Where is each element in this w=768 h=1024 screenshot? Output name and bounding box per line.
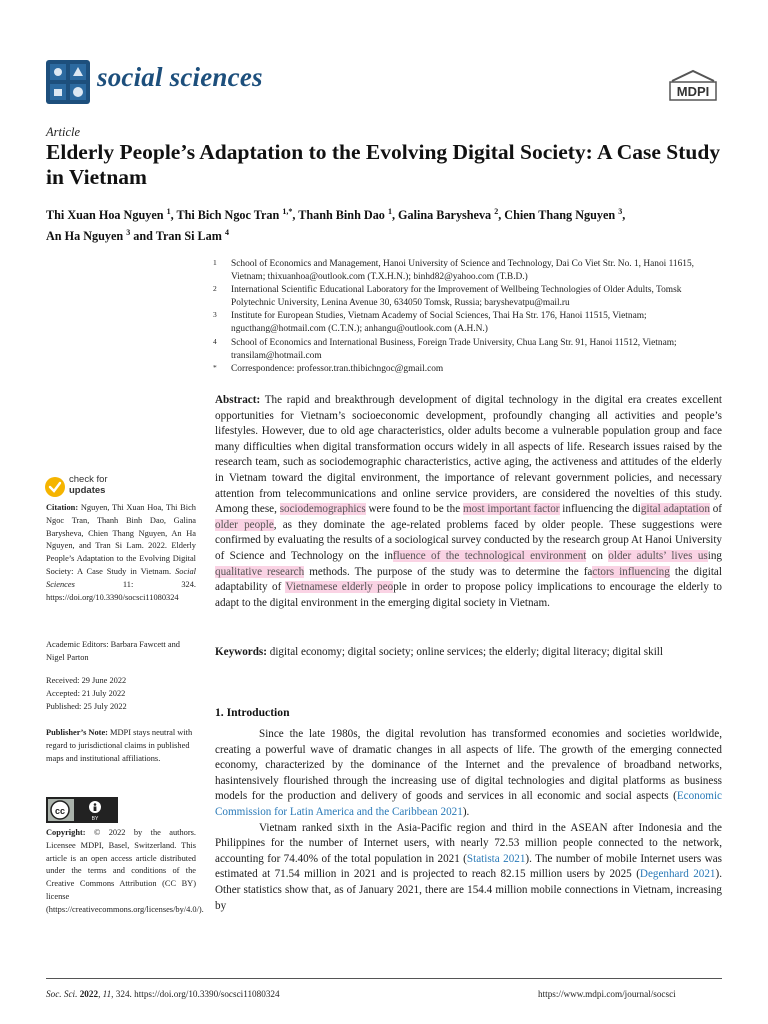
highlight: fluence of the technological environment	[392, 549, 587, 562]
journal-logo-icon	[46, 60, 90, 104]
author: Thanh Binh Dao	[298, 208, 385, 223]
affiliation-item: 3 Institute for European Studies, Vietnam Academy of Social Sciences, Thai Ha Str. 176, Hanoi 11515, Vietnam; ngucthang@hotmail.com (C.T.N.); anhangu@outlook.com (A.H.N.)	[213, 310, 647, 335]
publishers-note: Publisher’s Note: MDPI stays neutral with regard to jurisdictional claims in published maps and institutional affiliations.	[46, 728, 193, 763]
mdpi-logo-text: MDPI	[676, 84, 710, 99]
citation-link[interactable]: Economic Commission for Latin America and the Caribbean 2021	[215, 790, 722, 818]
affiliation-item: 4 School of Economics and International Business, Foreign Trade University, Chua Lang Str. 91, Hanoi 11512, Vietnam; transilam@hotmail.com	[213, 336, 677, 361]
cc-by-license-icon[interactable]	[46, 797, 118, 823]
author: Galina Barysheva	[398, 208, 492, 223]
citation-link[interactable]: Statista 2021	[466, 852, 526, 865]
published-date: Published: 25 July 2022	[46, 701, 127, 711]
received-date: Received: 29 June 2022	[46, 676, 127, 685]
check-for-updates-label[interactable]: updates	[69, 485, 106, 496]
mdpi-logo-icon	[666, 69, 720, 103]
affiliation-item: 1 School of Economics and Management, Hanoi University of Science and Technology, Dai Co Viet Str. No. 1, Hanoi 11615, Vietnam; thixuanhoa@outlook.com (T.X.H.N.); binhd82@yahoo.com (T.B.D.)	[213, 258, 695, 283]
author: Tran Si Lam	[155, 229, 222, 244]
keywords: Keywords: digital economy; digital society; online services; the elderly; digital literacy; digital skill	[215, 646, 663, 658]
footer-citation: Soc. Sci. 2022, 11, 324. https://doi.org/10.3390/socsci11080324	[46, 989, 280, 999]
author: Chien Thang Nguyen	[504, 208, 616, 223]
footer-journal-url[interactable]: https://www.mdpi.com/journal/socsci	[538, 989, 676, 999]
abstract: Abstract: The rapid and breakthrough development of digital technology in the digital era creates excellent opportunities for Vietnam’s socioeconomic development, profoundly changing all activities and people’s lifestyles. However, due to old age characteristics, older adults become a vulnerable population group and face many difficulties when digital transformation occurs widely in all aspects of life. Research issues raised by the research team, such as sociodemographic characteristics, active aging, the activeness and attitudes of the elderly in Vietnam toward the digital environment, the importance of relevant government policies, and necessary attention from telecommunications and online service providers, are considered the novelties of this study. Among these, sociodemographics were found to be the most important factor influencing the digital adaptation of older people, as they dominate the age-related problems faced by older people. These suggestions were confirmed by evaluating the results of a sociological survey conducted by the research group At Hanoi University of Science and Technology on the influence of the technological environment on older adults’ lives using qualitative research methods. The purpose of the study was to determine the factors influencing the digital adaptability of Vietnamese elderly people in order to propose policy implications to encourage the elderly to adapt to the digital environment in the emerging digital society in Vietnam.	[215, 394, 722, 609]
paragraph: Since the late 1980s, the digital revolution has transformed economies and societies worldwide, creating a powerful wave of dramatic changes in all aspects of life. The growth of the emerging connected economy, characterized by the dominance of the Internet and the prevalence of broadband networks, hasintensively flourished through the increasing use of digital technologies and digital platforms as business models for the production and delivery of goods and services in all economic and social aspects (Economic Commission for Latin America and the Caribbean 2021).	[215, 728, 722, 818]
check-for-updates-label[interactable]: check for	[69, 474, 108, 485]
introduction-text	[215, 727, 722, 914]
highlight: older adults’ lives us	[608, 549, 708, 562]
affiliation-list	[213, 258, 723, 376]
publication-dates	[46, 675, 196, 713]
accepted-date: Accepted: 21 July 2022	[46, 688, 126, 698]
svg-text:BY: BY	[91, 816, 99, 822]
affiliation-item: 2 International Scientific Educational Laboratory for the Improvement of Wellbeing Technologies of Older Adults, Tomsk Polytechnic University, Lenina Avenue 30, 634050 Tomsk, Russia; baryshevatpu@mail.ru	[213, 284, 682, 309]
keywords-label: Keywords:	[215, 646, 267, 658]
article-type: Article	[46, 125, 81, 139]
highlight: qualitative research	[215, 565, 305, 578]
author: Thi Xuan Hoa Nguyen	[46, 208, 164, 223]
highlight: sociodemographics	[279, 503, 366, 516]
citation-link[interactable]: Degenhard 2021	[639, 868, 716, 881]
highlight: gital adaptation	[640, 503, 710, 516]
abstract-label: Abstract:	[215, 394, 261, 406]
citation: Citation: Nguyen, Thi Xuan Hoa, Thi Bich Ngoc Tran, Thanh Binh Dao, Galina Barysheva, Chien Thang Nguyen, An Ha Nguyen, and Tran Si Lam. 2022. Elderly People’s Adaptation to the Evolving Digital Society: A Case Study in Vietnam. Social Sciences 11: 324. https://doi.org/10.3390/socsci11080324	[46, 503, 196, 602]
article-title: Elderly People’s Adaptation to the Evolving Digital Society: A Case Study in Vietnam	[46, 140, 721, 189]
author-list: Thi Xuan Hoa Nguyen $^1$, Thi Bich Ngoc Tran $^{1,*}$, Thanh Binh Dao $^1$, Galina Barysheva $^2$, Chien Thang Nguyen $^3$, An Ha Nguyen $^3$ and Tran Si Lam $^4$	[46, 207, 626, 244]
journal-name: social sciences	[97, 62, 263, 92]
academic-editors: Academic Editors: Barbara Fawcett and Nigel Parton	[46, 640, 180, 662]
copyright-notice: Copyright: © 2022 by the authors. Licensee MDPI, Basel, Switzerland. This article is an open access article distributed under the terms and conditions of the Creative Commons Attribution (CC BY) license (https://creativecommons.org/licenses/by/4.0/).	[46, 828, 204, 914]
highlight: Vietnamese elderly peo	[285, 581, 394, 594]
footer-divider	[46, 978, 722, 979]
section-heading: 1. Introduction	[215, 706, 290, 719]
check-for-updates-icon[interactable]	[44, 476, 66, 498]
paragraph: Vietnam ranked sixth in the Asia-Pacific region and third in the ASEAN after Indonesia and the Philippines for the number of Internet users, with nearly 72.53 million people connected to the network, accounting for 74.40% of the total population in 2021 (Statista 2021). The number of mobile Internet users was estimated at 71.54 million in 2021 and is projected to reach 82.15 million users by 2025 (Degenhard 2021). Other statistics show that, as of January 2021, there are 154.4 million mobile connections in Vietnam, increasing by	[215, 821, 722, 912]
svg-text:cc: cc	[54, 806, 66, 816]
highlight: ctors influencing	[592, 565, 670, 578]
author: Thi Bich Ngoc Tran	[176, 208, 280, 223]
correspondence: * Correspondence: professor.tran.thibichngoc@gmail.com	[213, 362, 444, 374]
highlight: most important factor	[462, 503, 560, 516]
author: An Ha Nguyen	[46, 229, 124, 244]
highlight: older people	[215, 518, 274, 531]
